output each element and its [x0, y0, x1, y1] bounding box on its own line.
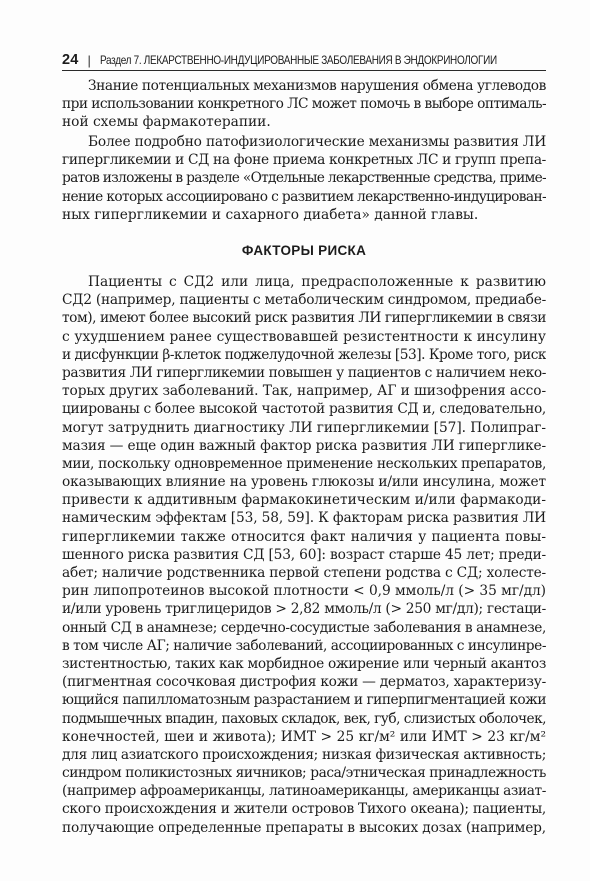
text-line: рин липопротеинов высокой плотности < 0,9 ммоль/л (> 35 мг/дл): [62, 583, 546, 600]
text-line: абет; наличие родственника первой степени родства с СД; холесте-: [62, 565, 546, 581]
text-line: том), имеют более высокий риск развития ЛИ гипергликемии в связи: [62, 310, 546, 327]
text-line: онный СД в анамнезе; сердечно-сосудистые заболевания в анамнезе,: [62, 619, 546, 636]
text-line: зистентностью, таких как морбидное ожирение или черный акантоз: [62, 655, 546, 672]
text-line: ных гипергликемии и сахарного диабета» данной главы.: [62, 206, 479, 223]
paragraph-2: [62, 133, 546, 224]
text-line: синдром поликистозных яичников; раса/этническая принадлежность: [62, 765, 546, 782]
text-line: шенного риска развития СД [53, 60]: возраст старше 45 лет; преди-: [62, 546, 546, 563]
text-line: и/или уровень триглицеридов > 2,82 ммоль/л (> 250 мг/дл); гестаци-: [62, 601, 546, 618]
paragraph-3: [62, 273, 546, 837]
text-line: СД2 (например, пациенты с метаболическим синдромом, предиабе-: [62, 292, 546, 309]
text-line: Пациенты с СД2 или лица, предрасположенные к развитию: [88, 274, 546, 290]
text-line: гипергликемии и СД на фоне приема конкретных ЛС и групп препа-: [62, 152, 546, 169]
text-line: ной схемы фармакотерапии.: [62, 114, 271, 131]
running-header: [62, 50, 542, 70]
text-line: и дисфункции β-клеток поджелудочной железы [53]. Кроме того, риск: [62, 346, 546, 363]
text-line: циированы с более высокой частотой развития СД и, следовательно,: [62, 401, 546, 418]
paragraph-1: [62, 77, 546, 132]
text-line: для лиц азиатского происхождения; низкая физическая активность;: [62, 746, 546, 763]
text-line: торых других заболеваний. Так, например, АГ и шизофрения ассо-: [62, 383, 546, 400]
text-line: ющийся папилломатозным разрастанием и гиперпигментацией кожи: [62, 692, 546, 709]
text-line: при использовании конкретного ЛС может помочь в выборе оптималь-: [62, 96, 546, 113]
text-line: могут затруднить диагностику ЛИ гипергликемии [57]. Полипраг-: [62, 419, 546, 436]
section-title: Раздел 7. ЛЕКАРСТВЕННО-ИНДУЦИРОВАННЫЕ ЗАБОЛЕВАНИЯ В ЭНДОКРИНОЛОГИИ: [99, 53, 497, 67]
text-line: гипергликемии также относится факт наличия у пациента повы-: [62, 528, 546, 545]
text-line: привести к аддитивным фармакокинетическим и/или фармакоди-: [62, 492, 546, 509]
text-line: развития ЛИ гипергликемии повышен у пациентов с наличием неко-: [62, 364, 546, 381]
text-line: нение которых ассоциировано с развитием лекарственно-индуцирован-: [62, 188, 546, 205]
text-line: мазия — еще один важный фактор риска развития ЛИ гипергликe-: [62, 437, 546, 454]
text-line: конечностей, шеи и живота); ИМТ > 25 кг/м² или ИМТ > 23 кг/м²: [62, 728, 546, 745]
header-rule: [62, 70, 546, 71]
text-line: подмышечных впадин, паховых складок, век, губ, слизистых оболочек,: [62, 710, 546, 727]
text-line: намическим эффектам [53, 58, 59]. К факторам риска развития ЛИ: [62, 510, 546, 527]
text-line: (пигментная сосочковая дистрофия кожи — дерматоз, характеризу-: [62, 674, 546, 691]
text-line: ратов изложены в разделе «Отдельные лекарственные средства, приме-: [62, 170, 546, 187]
text-line: получающие определенные препараты в высоких дозах (например,: [62, 819, 546, 836]
text-line: Знание потенциальных механизмов нарушения обмена углеводов: [88, 78, 546, 94]
page-number: 24: [62, 52, 79, 68]
section-heading: ФАКТОРЫ РИСКА: [241, 243, 367, 258]
text-line: Более подробно патофизиологические механизмы развития ЛИ: [88, 134, 546, 150]
text-line: (например афроамериканцы, латиноамериканцы, американцы азиат-: [62, 783, 546, 800]
text-line: в том числе АГ; наличие заболеваний, ассоциированных с инсулинре-: [62, 637, 546, 654]
header-separator: |: [87, 52, 91, 68]
text-line: с ухудшением ранее существовавшей резистентности к инсулину: [62, 328, 546, 345]
text-line: ского происхождения и жители островов Тихого океана); пациенты,: [62, 801, 546, 818]
text-line: мии, поскольку одновременное применение нескольких препаратов,: [62, 455, 546, 472]
text-line: оказывающих влияние на уровень глюкозы и/или инсулина, может: [62, 474, 546, 491]
